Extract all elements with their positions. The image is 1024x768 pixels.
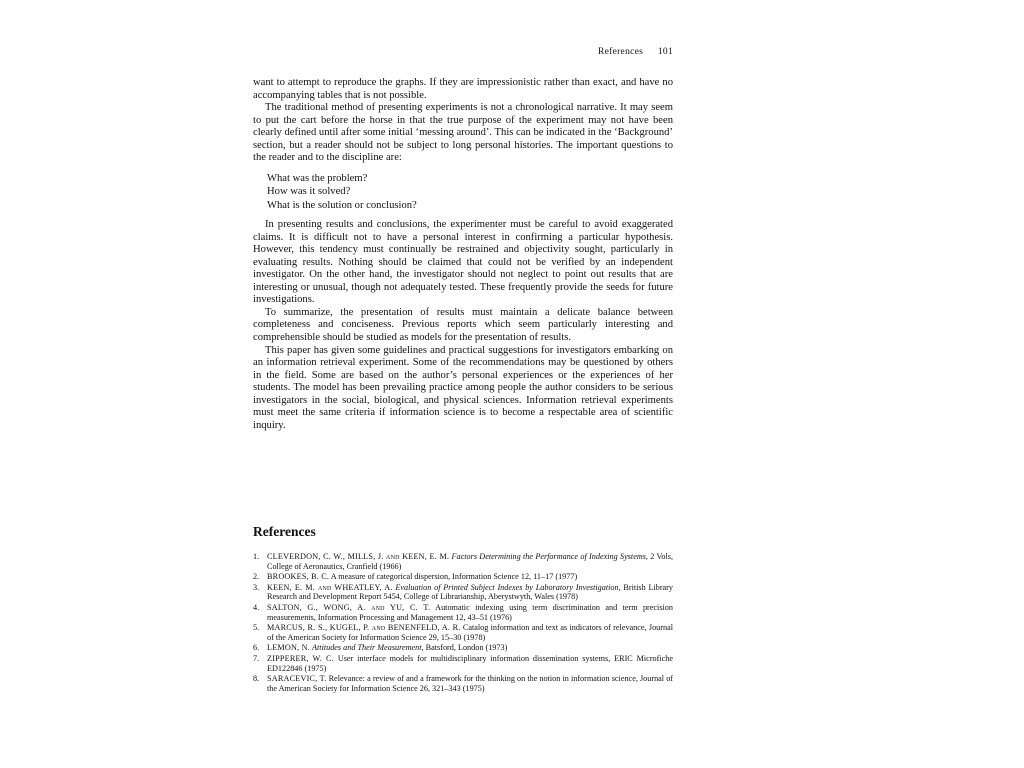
reference-number: 7.: [253, 653, 260, 663]
reference-title: Attitudes and Their Measurement,: [312, 643, 424, 653]
reference-number: 1.: [253, 552, 260, 561]
reference-title: Factors Determining the Performance of Indexing Systems,: [451, 552, 648, 561]
reference-details: Relevance: a review of and a framework for the thinking on the notion in information science, Journal of the American Society for Information Science 26, 321–343 (1975): [267, 674, 674, 693]
reference-item: [253, 643, 673, 653]
reference-item: [253, 674, 673, 693]
paragraph: want to attempt to reproduce the graphs. If they are impressionistic rather than exact, and have no accompanying tables that is not possible.: [253, 77, 673, 101]
reference-authors: ZIPPERER, W. C.: [267, 653, 334, 663]
reference-text: [267, 654, 673, 673]
reference-item: [253, 654, 673, 673]
reference-authors: LEMON, N.: [267, 643, 310, 653]
paragraph: The traditional method of presenting experiments is not a chronological narrative. It may seem to put the cart before the horse in that the true purpose of the experiment may not have been clearly defined until after some initial ‘messing around’. This can be indicated in the ‘Background’ section, but a reader should not be subject to long personal histories. The important questions to the reader and to the discipline are:: [253, 102, 673, 164]
reference-details: A measure of categorical dispersion, Information Science 12, 11–17 (1977): [330, 572, 578, 582]
document-page: [253, 40, 673, 730]
paragraph: In presenting results and conclusions, the experimenter must be careful to avoid exaggerated claims. It is difficult not to have a personal interest in confirming a particular hypothesis. However, this tendency must continually be restrained and objectivity sought, particularly in evaluating results. Nothing should be claimed that could not be verified by an independent investigator. On the other hand, the investigator should not neglect to point out results that are interesting or unusual, though not adequately tested. These frequently provide the seeds for future investigations.: [253, 219, 673, 306]
reference-number: 8.: [253, 674, 260, 684]
references-heading: References: [253, 524, 316, 539]
reference-authors: CLEVERDON, C. W., MILLS, J. and KEEN, E. M.: [267, 552, 450, 561]
reference-details: Catalog information and text as indicators of relevance, Journal of the American Society for Information Science 29, 15–30 (1978): [267, 623, 674, 642]
reference-item: [253, 603, 673, 622]
reference-number: 6.: [253, 643, 260, 653]
page-number: 101: [657, 47, 673, 57]
paragraph: To summarize, the presentation of results must maintain a delicate balance between completeness and conciseness. Previous reports which seem particularly interesting and comprehensible should be studied as models for the presentation of results.: [253, 306, 673, 343]
running-title: References: [597, 47, 644, 57]
reference-item: [253, 552, 673, 571]
reference-text: [267, 572, 673, 582]
reference-details: 2 Vols, College of Aeronautics, Cranfield (1966): [267, 552, 673, 571]
questions-list: [267, 172, 673, 212]
reference-text: [267, 623, 673, 642]
reference-details: Automatic indexing using term discrimination and term precision measurements, Information Processing and Management 12, 43–51 (1976): [267, 602, 673, 622]
reference-authors: KEEN, E. M. and WHEATLEY, A.: [267, 582, 393, 592]
reference-text: [267, 643, 673, 653]
reference-item: [253, 623, 673, 642]
reference-text: [267, 603, 673, 622]
reference-details: British Library Research and Development Report 5454, College of Librarianship, Aberystwyth, Wales (1978): [267, 582, 674, 602]
references-list: [253, 552, 673, 694]
body-text: [253, 77, 673, 432]
reference-authors: BROOKES, B. C.: [267, 572, 330, 582]
reference-text: [267, 552, 673, 571]
reference-title: Evaluation of Printed Subject Indexes by Laboratory Investigation,: [395, 582, 621, 592]
paragraph: This paper has given some guidelines and practical suggestions for investigators embarking on an information retrieval experiment. Some of the recommendations may be questioned by others in the field. Some are based on the author’s personal experiences or the experiences of her students. The model has been prevailing practice among people the author considers to be serious investigators in the social, biological, and physical sciences. Information retrieval experiments must meet the same criteria if information science is to become a respectable area of scientific inquiry.: [253, 344, 673, 431]
reference-details: Batsford, London (1973): [425, 643, 508, 653]
reference-text: [267, 674, 673, 693]
question-item: What is the solution or conclusion?: [267, 199, 417, 211]
reference-number: 3.: [253, 582, 260, 592]
reference-number: 4.: [253, 602, 260, 612]
reference-text: [267, 583, 673, 602]
reference-authors: SALTON, G., WONG, A. and YU, C. T.: [267, 602, 431, 612]
question-item: How was it solved?: [267, 186, 351, 198]
reference-item: [253, 572, 673, 582]
reference-number: 5.: [253, 623, 260, 633]
reference-details: User interface models for multidisciplinary information dissemination systems, ERIC Microfiche ED122846 (1975): [267, 653, 673, 673]
reference-number: 2.: [253, 572, 260, 582]
reference-authors: SARACEVIC, T.: [267, 674, 327, 684]
running-header: [598, 47, 673, 57]
reference-item: [253, 583, 673, 602]
reference-authors: MARCUS, R. S., KUGEL, P. and BENENFELD, A. R.: [267, 623, 461, 633]
question-item: What was the problem?: [267, 172, 368, 184]
